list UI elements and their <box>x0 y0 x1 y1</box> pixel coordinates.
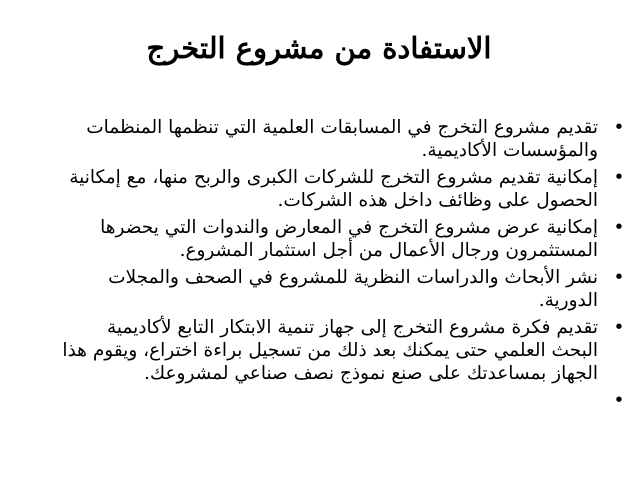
bullet-item <box>0 316 638 385</box>
bullet-point-icon: • <box>613 217 625 238</box>
bullet-point-icon: • <box>613 267 625 288</box>
bullet-point-icon: • <box>613 390 625 411</box>
bullet-text <box>16 266 598 312</box>
bullet-line: المستثمرون ورجال الأعمال من أجل استثمار المشروع. <box>179 240 598 261</box>
bullet-text <box>16 116 598 162</box>
bullet-text <box>16 166 598 212</box>
bullet-line: والمؤسسات الأكاديمية. <box>421 140 598 161</box>
slide-title: الاستفادة من مشروع التخرج <box>146 31 492 65</box>
bullet-line: نشر الأبحاث والدراسات النظرية للمشروع في الصحف والمجلات <box>108 267 598 288</box>
bullet-text <box>16 389 598 412</box>
bullet-item <box>0 116 638 162</box>
bullet-point-icon: • <box>613 117 625 138</box>
bullet-line: الدورية. <box>538 290 598 311</box>
bullet-point-icon: • <box>613 167 625 188</box>
bullet-line: الجهاز بمساعدتك على صنع نموذج نصف صناعي لمشروعك. <box>144 363 598 384</box>
bullet-item <box>0 166 638 212</box>
bullet-text <box>16 216 598 262</box>
bullet-line: تقديم فكرة مشروع التخرج إلى جهاز تنمية الابتكار التابع لأكاديمية <box>106 317 598 338</box>
bullet-point-icon: • <box>613 317 625 338</box>
bullet-line: إمكانية تقديم مشروع التخرج للشركات الكبرى والربح منها، مع إمكانية <box>69 167 598 188</box>
bullet-text <box>16 316 598 385</box>
bullet-list <box>0 116 638 416</box>
bullet-line: إمكانية عرض مشروع التخرج في المعارض والندوات التي يحضرها <box>100 217 598 238</box>
bullet-line: البحث العلمي حتى يمكنك بعد ذلك من تسجيل براءة اختراع، ويقوم هذا <box>62 340 598 361</box>
bullet-item-empty <box>0 389 638 412</box>
bullet-item <box>0 216 638 262</box>
bullet-line: تقديم مشروع التخرج في المسابقات العلمية التي تنظمها المنظمات <box>86 117 598 138</box>
bullet-item <box>0 266 638 312</box>
bullet-line: الحصول على وظائف داخل هذه الشركات. <box>277 190 598 211</box>
